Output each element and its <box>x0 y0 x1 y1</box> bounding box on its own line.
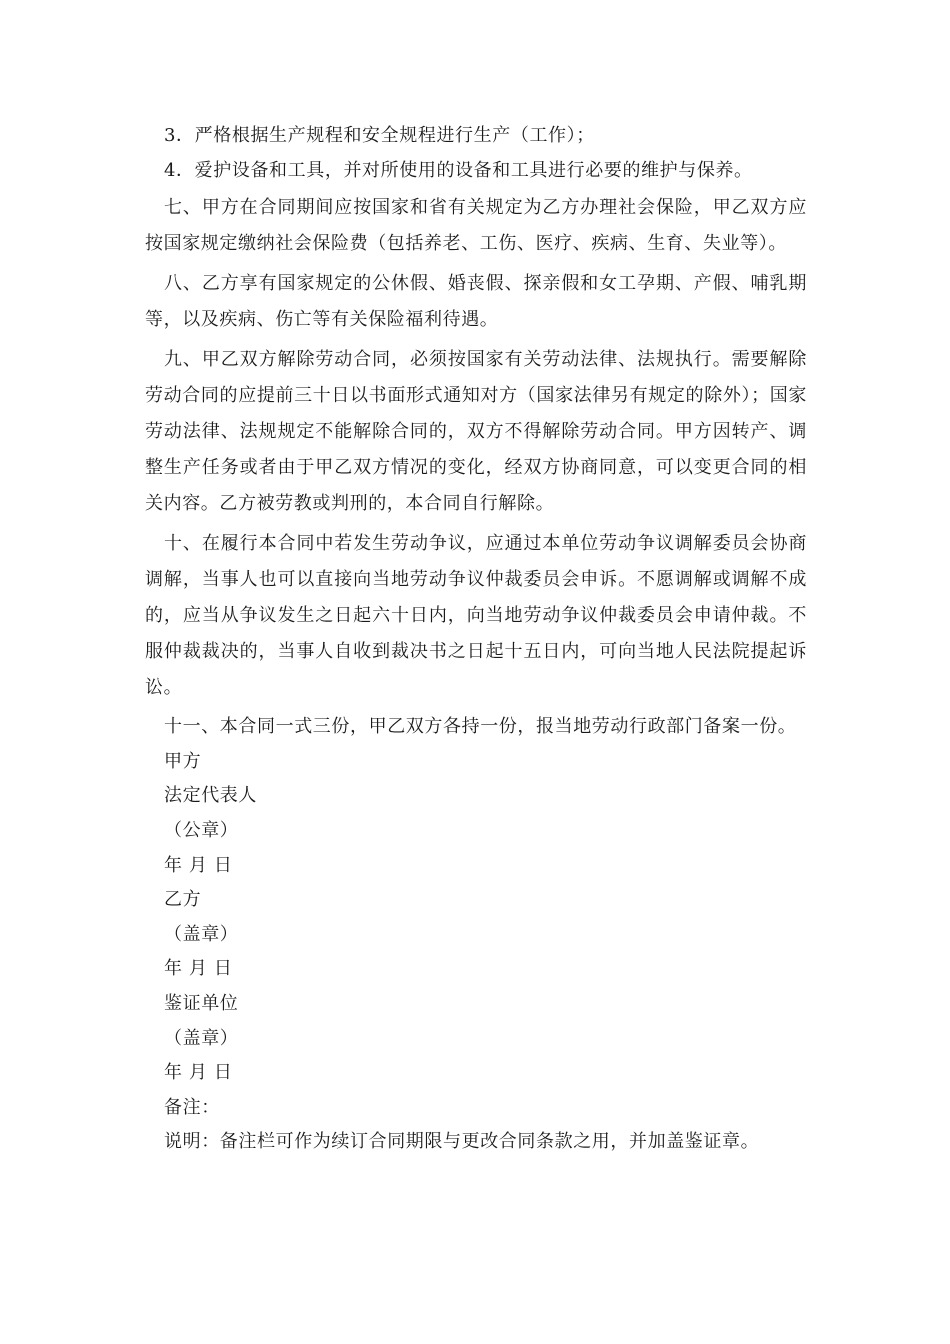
verifier-date: 年 月 日 <box>164 1062 233 1084</box>
contract-body <box>145 119 807 1160</box>
item-4: 4．爱护设备和工具，并对所使用的设备和工具进行必要的维护与保养。 <box>164 159 753 181</box>
party-a-label: 甲方 <box>164 750 202 772</box>
clause-11: 十一、本合同一式三份，甲乙双方各持一份，报当地劳动行政部门备案一份。 <box>164 716 797 738</box>
explanation-note: 说明：备注栏可作为续订合同期限与更改合同条款之用，并加盖鉴证章。 <box>164 1131 760 1153</box>
signature-block <box>145 745 807 1160</box>
verifier-seal-label: （盖章） <box>164 1027 239 1049</box>
remarks-label: 备注： <box>164 1096 220 1118</box>
party-a-date: 年 月 日 <box>164 854 233 876</box>
party-b-date: 年 月 日 <box>164 958 233 980</box>
party-b-seal-label: （盖章） <box>164 923 239 945</box>
official-seal-label: （公章） <box>164 819 239 841</box>
clause-9: 九、甲乙双方解除劳动合同，必须按国家有关劳动法律、法规执行。需要解除劳动合同的应提前三十日以书面形式通知对方（国家法律另有规定的除外）；国家劳动法律、法规规定不能解除合同的，双方不得解除劳动合同。甲方因转产、调整生产任务或者由于甲乙双方情况的变化，经双方协商同意，可以变更合同的相关内容。乙方被劳教或判刑的，本合同自行解除。 <box>145 349 807 515</box>
party-b-label: 乙方 <box>164 889 202 911</box>
clause-7: 七、甲方在合同期间应按国家和省有关规定为乙方办理社会保险，甲乙双方应按国家规定缴纳社会保险费（包括养老、工伤、医疗、疾病、生育、失业等）。 <box>145 197 807 255</box>
clause-10: 十、在履行本合同中若发生劳动争议，应通过本单位劳动争议调解委员会协商调解，当事人也可以直接向当地劳动争议仲裁委员会申诉。不愿调解或调解不成的，应当从争议发生之日起六十日内，向当地劳动争议仲裁委员会申请仲裁。不服仲裁裁决的，当事人自收到裁决书之日起十五日内，可向当地人民法院提起诉讼。 <box>145 533 807 699</box>
legal-representative-label: 法定代表人 <box>164 785 257 807</box>
item-3: 3．严格根据生产规程和安全规程进行生产（工作）； <box>164 125 595 146</box>
verifier-label: 鉴证单位 <box>164 992 239 1014</box>
clause-8: 八、乙方享有国家规定的公休假、婚丧假、探亲假和女工孕期、产假、哺乳期等，以及疾病、伤亡等有关保险福利待遇。 <box>145 273 807 331</box>
